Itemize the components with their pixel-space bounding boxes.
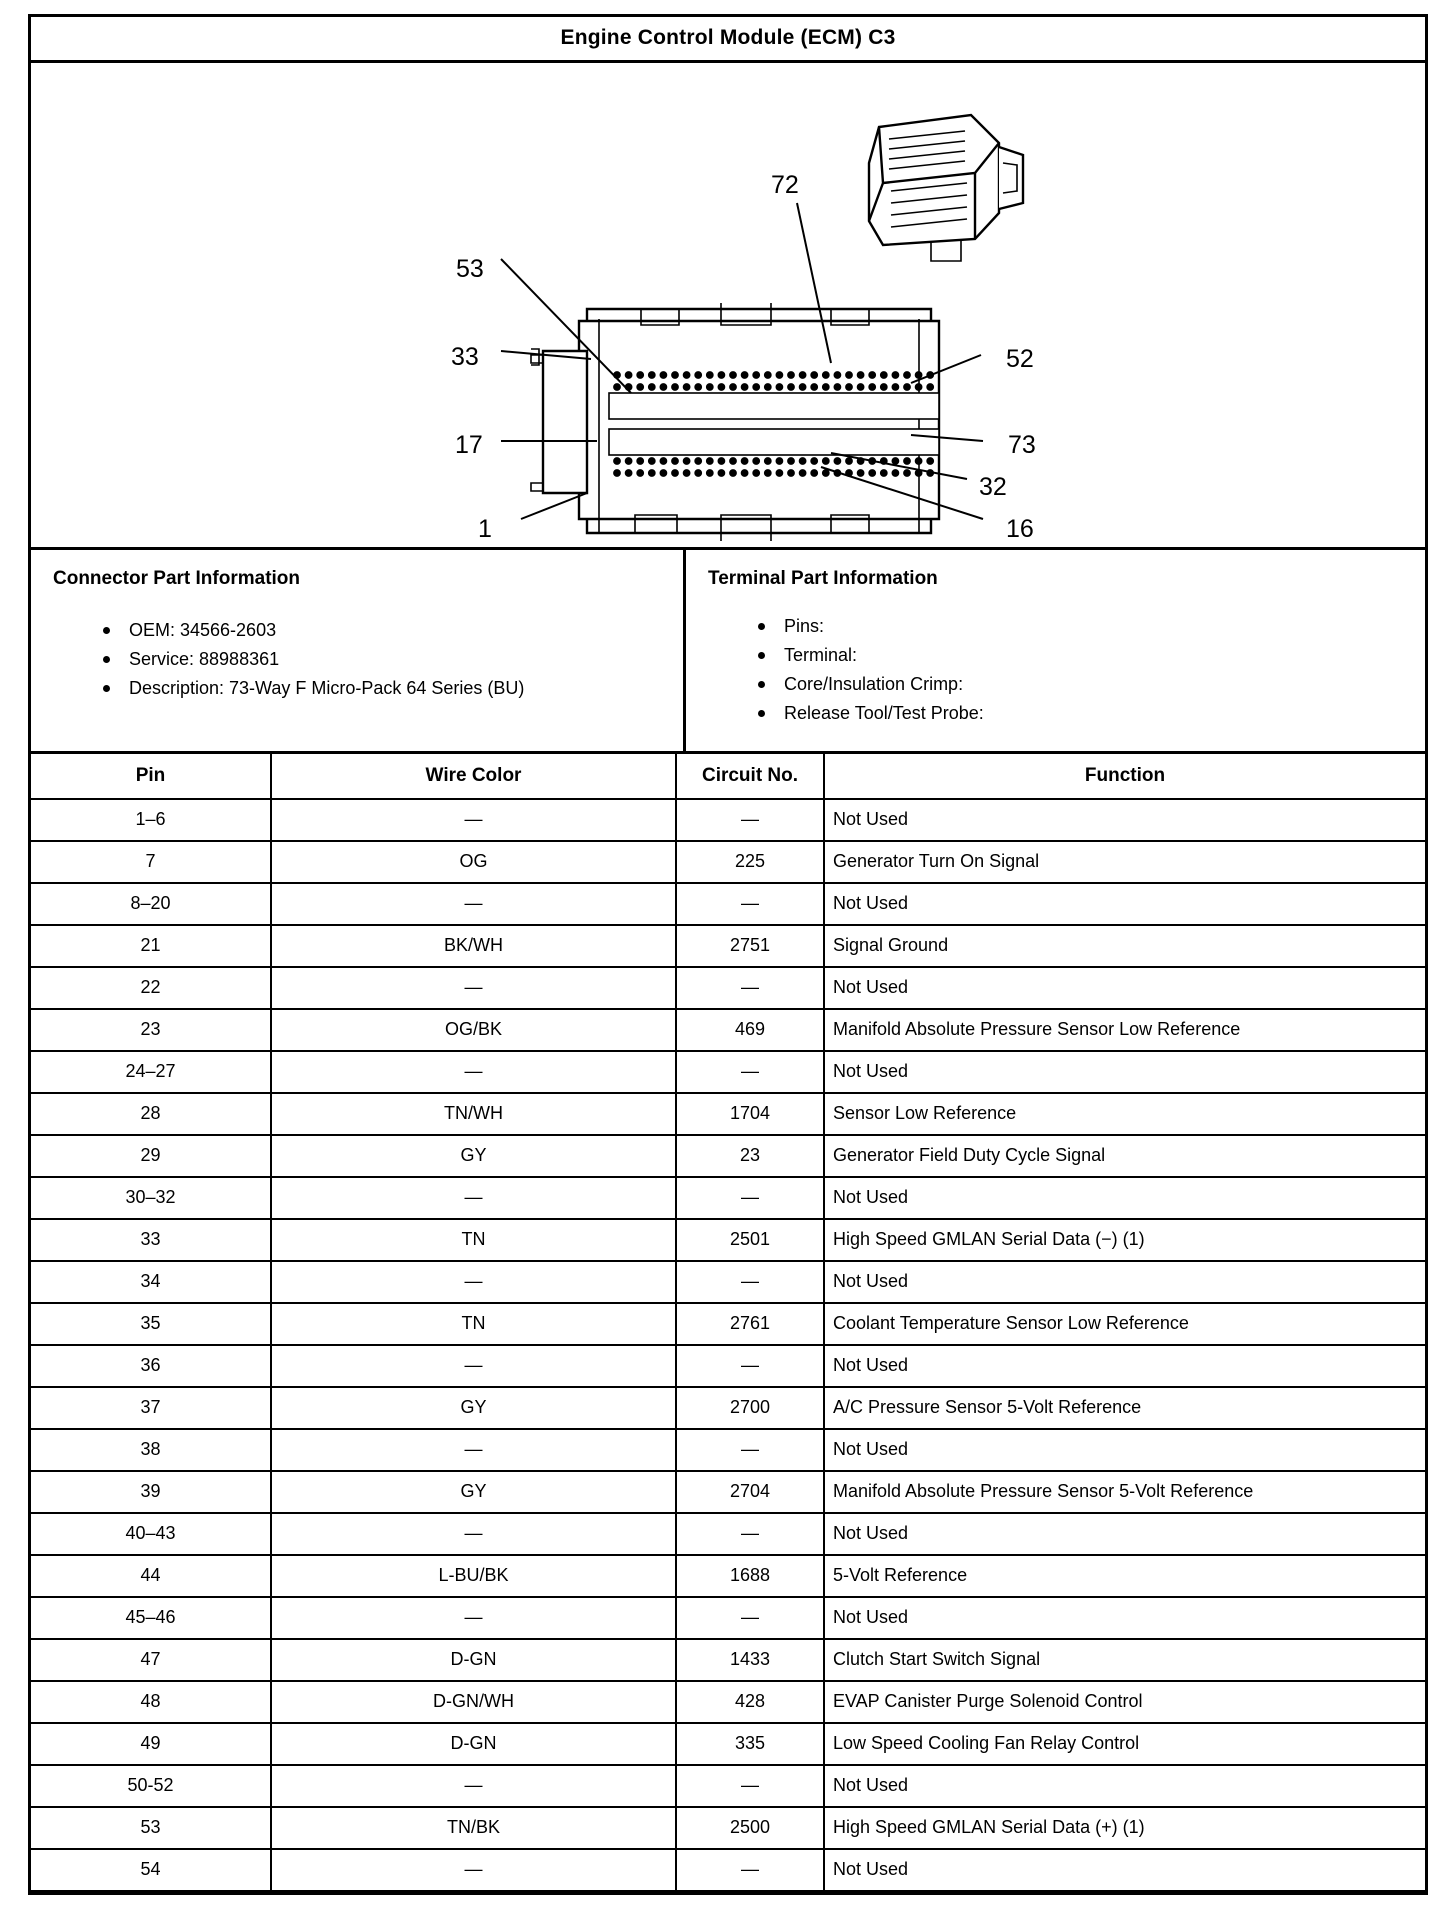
- callout-16: 16: [1006, 515, 1034, 543]
- cell-pin: 28: [31, 1093, 271, 1135]
- cell-pin: 29: [31, 1135, 271, 1177]
- cell-wire-color: TN/BK: [271, 1807, 676, 1849]
- cell-wire-color: —: [271, 1513, 676, 1555]
- cell-function: Not Used: [824, 1177, 1425, 1219]
- cell-function: Not Used: [824, 1597, 1425, 1639]
- cell-function: 5-Volt Reference: [824, 1555, 1425, 1597]
- table-row: [31, 1597, 1425, 1639]
- cell-circuit-no: 2500: [676, 1807, 824, 1849]
- cell-wire-color: —: [271, 1261, 676, 1303]
- table-row: [31, 1009, 1425, 1051]
- cell-pin: 22: [31, 967, 271, 1009]
- cell-function: Signal Ground: [824, 925, 1425, 967]
- cell-wire-color: —: [271, 1051, 676, 1093]
- cell-circuit-no: 1704: [676, 1093, 824, 1135]
- cell-wire-color: OG/BK: [271, 1009, 676, 1051]
- cell-circuit-no: 1688: [676, 1555, 824, 1597]
- cell-pin: 23: [31, 1009, 271, 1051]
- column-header-function: Function: [824, 754, 1425, 799]
- cell-pin: 44: [31, 1555, 271, 1597]
- list-item: Release Tool/Test Probe:: [754, 699, 1405, 728]
- table-row: [31, 1135, 1425, 1177]
- column-header-pin: Pin: [31, 754, 271, 799]
- cell-function: EVAP Canister Purge Solenoid Control: [824, 1681, 1425, 1723]
- cell-function: Clutch Start Switch Signal: [824, 1639, 1425, 1681]
- cell-circuit-no: —: [676, 1513, 824, 1555]
- cell-circuit-no: 335: [676, 1723, 824, 1765]
- cell-pin: 53: [31, 1807, 271, 1849]
- cell-pin: 30–32: [31, 1177, 271, 1219]
- table-row: [31, 799, 1425, 841]
- cell-wire-color: —: [271, 967, 676, 1009]
- table-row: [31, 1303, 1425, 1345]
- table-row: [31, 1387, 1425, 1429]
- list-item: Pins:: [754, 612, 1405, 641]
- cell-wire-color: BK/WH: [271, 925, 676, 967]
- cell-function: Manifold Absolute Pressure Sensor 5-Volt Reference: [824, 1471, 1425, 1513]
- cell-function: Not Used: [824, 967, 1425, 1009]
- cell-circuit-no: 469: [676, 1009, 824, 1051]
- cell-pin: 39: [31, 1471, 271, 1513]
- table-row: [31, 1555, 1425, 1597]
- terminal-part-heading: Terminal Part Information: [708, 568, 938, 589]
- cell-circuit-no: —: [676, 967, 824, 1009]
- table-row: [31, 925, 1425, 967]
- cell-circuit-no: —: [676, 799, 824, 841]
- inset-connector: [869, 115, 1023, 261]
- cell-function: A/C Pressure Sensor 5-Volt Reference: [824, 1387, 1425, 1429]
- cell-wire-color: L-BU/BK: [271, 1555, 676, 1597]
- cell-function: Not Used: [824, 1513, 1425, 1555]
- table-row: [31, 1807, 1425, 1849]
- cell-function: Sensor Low Reference: [824, 1093, 1425, 1135]
- cell-circuit-no: 23: [676, 1135, 824, 1177]
- cell-circuit-no: —: [676, 1051, 824, 1093]
- cell-function: Not Used: [824, 1051, 1425, 1093]
- list-item: Service: 88988361: [99, 645, 663, 674]
- callout-1: 1: [478, 515, 492, 543]
- table-row: [31, 1681, 1425, 1723]
- table-row: [31, 1345, 1425, 1387]
- callout-32: 32: [979, 473, 1007, 501]
- table-row: [31, 1513, 1425, 1555]
- cell-circuit-no: —: [676, 1597, 824, 1639]
- table-row: [31, 1261, 1425, 1303]
- cell-function: Not Used: [824, 799, 1425, 841]
- terminal-part-information: [686, 550, 1425, 751]
- cell-wire-color: TN: [271, 1219, 676, 1261]
- cell-circuit-no: 2700: [676, 1387, 824, 1429]
- cell-wire-color: —: [271, 799, 676, 841]
- cell-circuit-no: —: [676, 1765, 824, 1807]
- cell-circuit-no: 2751: [676, 925, 824, 967]
- list-item: Description: 73-Way F Micro-Pack 64 Series (BU): [99, 674, 663, 703]
- cell-wire-color: —: [271, 1429, 676, 1471]
- pin-function-table: [31, 754, 1425, 1892]
- cell-pin: 21: [31, 925, 271, 967]
- cell-circuit-no: —: [676, 1849, 824, 1891]
- column-header-wire-color: Wire Color: [271, 754, 676, 799]
- part-information-section: [31, 550, 1425, 754]
- cell-circuit-no: 1433: [676, 1639, 824, 1681]
- table-row: [31, 1723, 1425, 1765]
- cell-function: Not Used: [824, 1849, 1425, 1891]
- cell-function: Not Used: [824, 1765, 1425, 1807]
- cell-circuit-no: —: [676, 1261, 824, 1303]
- page-title: Engine Control Module (ECM) C3: [31, 17, 1425, 63]
- cell-circuit-no: 2704: [676, 1471, 824, 1513]
- cell-wire-color: TN/WH: [271, 1093, 676, 1135]
- table-row: [31, 1051, 1425, 1093]
- cell-wire-color: TN: [271, 1303, 676, 1345]
- callout-17: 17: [455, 431, 483, 459]
- cell-pin: 8–20: [31, 883, 271, 925]
- cell-circuit-no: 2501: [676, 1219, 824, 1261]
- cell-pin: 7: [31, 841, 271, 883]
- cell-pin: 35: [31, 1303, 271, 1345]
- cell-circuit-no: —: [676, 883, 824, 925]
- cell-pin: 34: [31, 1261, 271, 1303]
- cell-pin: 36: [31, 1345, 271, 1387]
- table-row: [31, 1849, 1425, 1891]
- cell-wire-color: GY: [271, 1387, 676, 1429]
- cell-wire-color: —: [271, 1177, 676, 1219]
- callout-73: 73: [1008, 431, 1036, 459]
- cell-pin: 54: [31, 1849, 271, 1891]
- cell-pin: 1–6: [31, 799, 271, 841]
- connector-part-list: [53, 616, 663, 703]
- cell-function: High Speed GMLAN Serial Data (+) (1): [824, 1807, 1425, 1849]
- cell-circuit-no: —: [676, 1177, 824, 1219]
- cell-circuit-no: 225: [676, 841, 824, 883]
- table-row: [31, 883, 1425, 925]
- cell-function: Not Used: [824, 1429, 1425, 1471]
- main-connector: [531, 303, 939, 541]
- cell-wire-color: —: [271, 1765, 676, 1807]
- callout-72: 72: [771, 171, 799, 199]
- callout-52: 52: [1006, 345, 1034, 373]
- connector-part-heading: Connector Part Information: [53, 568, 301, 589]
- list-item: Terminal:: [754, 641, 1405, 670]
- column-header-circuit-no: Circuit No.: [676, 754, 824, 799]
- cell-pin: 48: [31, 1681, 271, 1723]
- list-item: Core/Insulation Crimp:: [754, 670, 1405, 699]
- connector-drawing: [31, 63, 1425, 547]
- list-item: OEM: 34566-2603: [99, 616, 663, 645]
- cell-wire-color: D-GN/WH: [271, 1681, 676, 1723]
- cell-pin: 45–46: [31, 1597, 271, 1639]
- ecm-connector-document: [28, 14, 1428, 1895]
- cell-wire-color: D-GN: [271, 1639, 676, 1681]
- cell-pin: 49: [31, 1723, 271, 1765]
- table-row: [31, 1765, 1425, 1807]
- cell-pin: 38: [31, 1429, 271, 1471]
- cell-function: Manifold Absolute Pressure Sensor Low Reference: [824, 1009, 1425, 1051]
- callout-33: 33: [451, 343, 479, 371]
- cell-wire-color: —: [271, 1849, 676, 1891]
- cell-wire-color: —: [271, 1597, 676, 1639]
- cell-function: Coolant Temperature Sensor Low Reference: [824, 1303, 1425, 1345]
- cell-function: Low Speed Cooling Fan Relay Control: [824, 1723, 1425, 1765]
- terminal-part-list: [708, 612, 1405, 729]
- cell-pin: 37: [31, 1387, 271, 1429]
- cell-pin: 24–27: [31, 1051, 271, 1093]
- table-row: [31, 1219, 1425, 1261]
- table-row: [31, 1093, 1425, 1135]
- cell-pin: 33: [31, 1219, 271, 1261]
- connector-part-information: [31, 550, 686, 751]
- cell-circuit-no: —: [676, 1345, 824, 1387]
- cell-function: High Speed GMLAN Serial Data (−) (1): [824, 1219, 1425, 1261]
- cell-wire-color: D-GN: [271, 1723, 676, 1765]
- cell-wire-color: GY: [271, 1471, 676, 1513]
- cell-pin: 50-52: [31, 1765, 271, 1807]
- table-row: [31, 967, 1425, 1009]
- cell-wire-color: OG: [271, 841, 676, 883]
- cell-wire-color: —: [271, 1345, 676, 1387]
- cell-circuit-no: 2761: [676, 1303, 824, 1345]
- callout-53: 53: [456, 255, 484, 283]
- table-row: [31, 1639, 1425, 1681]
- cell-function: Not Used: [824, 883, 1425, 925]
- cell-function: Not Used: [824, 1345, 1425, 1387]
- table-row: [31, 841, 1425, 883]
- cell-pin: 40–43: [31, 1513, 271, 1555]
- cell-circuit-no: 428: [676, 1681, 824, 1723]
- cell-wire-color: —: [271, 883, 676, 925]
- pin-table-body: [31, 799, 1425, 1891]
- table-row: [31, 1429, 1425, 1471]
- cell-function: Generator Field Duty Cycle Signal: [824, 1135, 1425, 1177]
- table-row: [31, 1177, 1425, 1219]
- cell-wire-color: GY: [271, 1135, 676, 1177]
- table-header-row: [31, 754, 1425, 799]
- connector-figure: [31, 63, 1425, 550]
- cell-circuit-no: —: [676, 1429, 824, 1471]
- cell-pin: 47: [31, 1639, 271, 1681]
- cell-function: Not Used: [824, 1261, 1425, 1303]
- cell-function: Generator Turn On Signal: [824, 841, 1425, 883]
- table-row: [31, 1471, 1425, 1513]
